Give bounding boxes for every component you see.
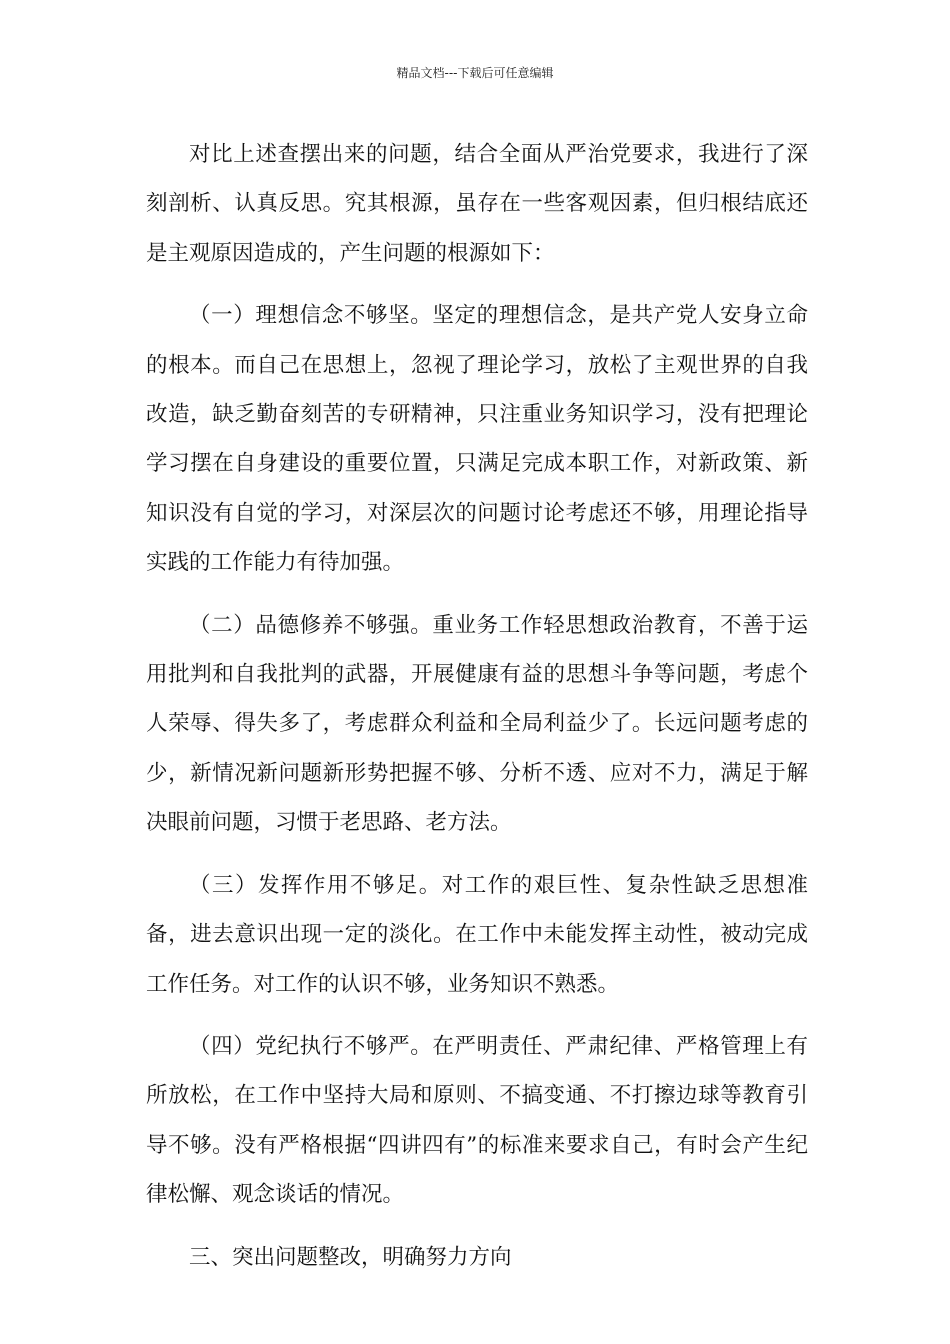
section-heading: 三、突出问题整改，明确努力方向 xyxy=(189,1244,512,1270)
paragraph-ideals: （一）理想信念不够坚。坚定的理想信念，是共产党人安身立命的根本。而自己在思想上，忽视了理论学习，放松了主观世界的自我改造，缺乏勤奋刻苦的专研精神，只注重业务知识学习，没有把理论学习摆在自身建设的重要位置，只满足完成本职工作，对新政策、新知识没有自觉的学习，对深层次的问题讨论考虑还不够，用理论指导实践的工作能力有待加强。 xyxy=(146,303,808,576)
document-body xyxy=(146,130,808,1282)
paragraph-morality: （二）品德修养不够强。重业务工作轻思想政治教育，不善于运用批判和自我批判的武器，开展健康有益的思想斗争等问题，考虑个人荣辱、得失多了，考虑群众利益和全局利益少了。长远问题考虑的少，新情况新问题新形势把握不够、分析不透、应对不力，满足于解决眼前问题，习惯于老思路、老方法。 xyxy=(146,612,808,836)
paragraph-role: （三）发挥作用不够足。对工作的艰巨性、复杂性缺乏思想准备，进去意识出现一定的淡化。在工作中未能发挥主动性，被动完成工作任务。对工作的认识不够，业务知识不熟悉。 xyxy=(146,872,808,997)
paragraph-discipline: （四）党纪执行不够严。在严明责任、严肃纪律、严格管理上有所放松，在工作中坚持大局和原则、不搞变通、不打擦边球等教育引导不够。没有严格根据“四讲四有”的标准来要求自己，有时会产生纪律松懈、观念谈话的情况。 xyxy=(146,1033,808,1208)
page-header: 精品文档---下载后可任意编辑 xyxy=(396,66,554,80)
paragraph-intro: 对比上述查摆出来的问题，结合全面从严治党要求，我进行了深刻剖析、认真反思。究其根源，虽存在一些客观因素，但归根结底还是主观原因造成的，产生问题的根源如下： xyxy=(146,142,808,266)
